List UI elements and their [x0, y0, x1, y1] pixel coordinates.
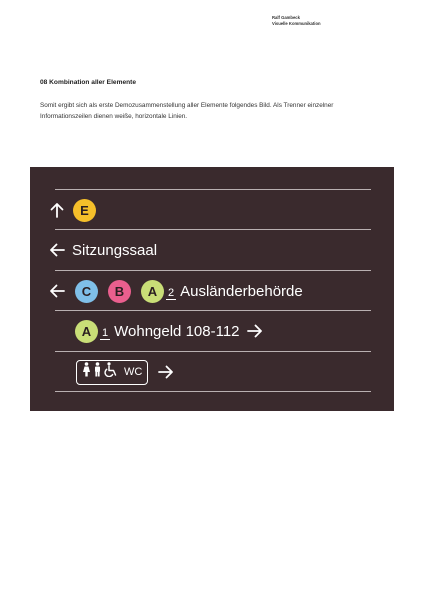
separator-line — [55, 310, 371, 311]
arrow-left-icon — [48, 282, 66, 300]
area-circle-a: A — [141, 280, 164, 303]
man-icon — [93, 362, 102, 382]
separator-line — [55, 351, 371, 352]
author-subtitle: Visuelle Kommunikation — [272, 20, 321, 26]
wc-label: WC — [124, 366, 143, 378]
arrow-left-icon — [48, 241, 66, 259]
destination-label: Sitzungssaal — [72, 241, 158, 259]
author-name: Ralf Gambeck — [272, 15, 300, 20]
sign-panel — [30, 167, 394, 411]
sign-row-4 — [75, 316, 264, 346]
arrow-right-icon — [246, 322, 264, 340]
body-line-2: Informationszeilen dienen weiße, horizontale Linien. — [40, 113, 188, 120]
destination-label: Ausländerbehörde — [180, 282, 303, 300]
separator-line — [55, 391, 371, 392]
sign-row-5 — [76, 357, 175, 387]
wc-pictogram-box — [76, 360, 148, 385]
area-circle-a: A — [75, 320, 98, 343]
area-circle-c: C — [75, 280, 98, 303]
area-circle-b: B — [108, 280, 131, 303]
section-title: 08 Kombination aller Elemente — [40, 79, 137, 86]
sign-row-2 — [48, 235, 157, 265]
arrow-up-icon — [48, 201, 66, 219]
author-block — [272, 15, 321, 26]
floor-number: 2 — [168, 287, 175, 299]
arrow-right-icon — [157, 363, 175, 381]
floor-number: 1 — [102, 327, 109, 339]
separator-line — [55, 229, 371, 230]
area-circle-e: E — [73, 199, 96, 222]
body-line-1: Somit ergibt sich als erste Demozusammenstellung aller Elemente folgendes Bild. Als Trenner einzelner — [40, 102, 334, 109]
destination-label: Wohngeld 108-112 — [114, 322, 240, 340]
section-body — [40, 100, 390, 122]
wheelchair-icon — [104, 362, 118, 382]
sign-row-3 — [48, 276, 303, 306]
separator-line — [55, 189, 371, 190]
separator-line — [55, 270, 371, 271]
sign-row-1 — [48, 195, 96, 225]
woman-icon — [82, 362, 91, 382]
